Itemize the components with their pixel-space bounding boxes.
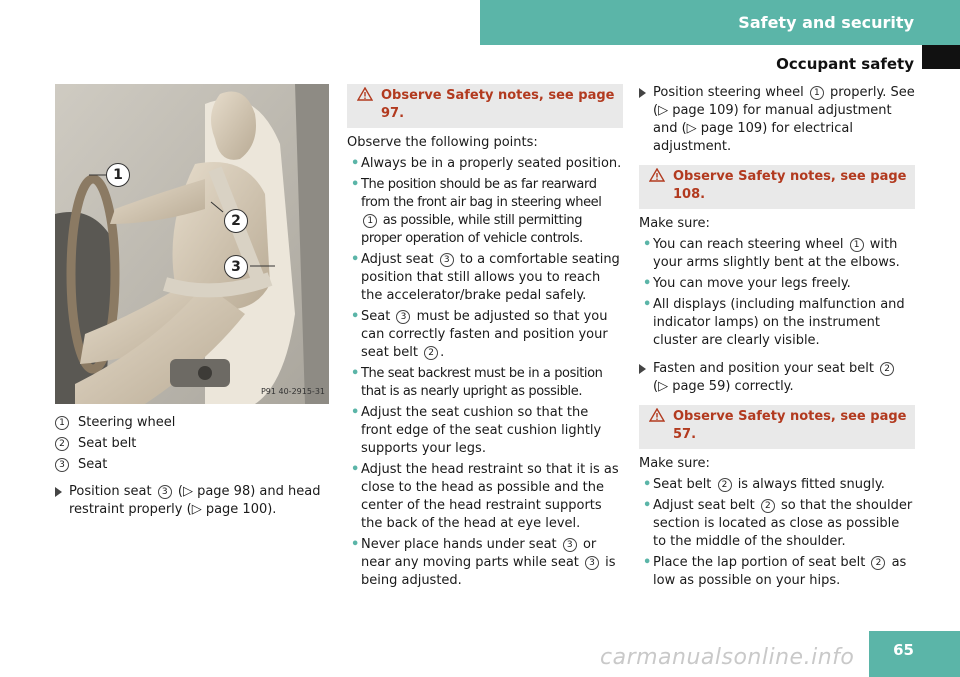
- ref-number: 3: [563, 538, 577, 552]
- item-text: as low as possible on your hips.: [653, 555, 907, 588]
- list-item: [639, 497, 915, 551]
- ref-number: 2: [424, 346, 438, 360]
- subsection-title: Occupant safety: [776, 55, 914, 73]
- bullet-icon: •: [351, 366, 359, 381]
- item-text: is being adjusted.: [361, 555, 616, 588]
- item-text: Always be in a properly seated position.: [361, 156, 622, 171]
- bullet-icon: •: [643, 276, 652, 291]
- bullet-icon: •: [351, 252, 360, 267]
- callout-2: 2: [224, 209, 248, 233]
- warning-box: [347, 84, 623, 128]
- legend-item: [55, 433, 329, 454]
- ref-number: 2: [880, 362, 894, 376]
- item-text: or near any moving parts while seat: [361, 537, 597, 570]
- list-item: [639, 554, 915, 590]
- instruction-step: [55, 483, 329, 519]
- step-text: (▷ page 98) and head restraint properly (▷ page 100).: [69, 484, 321, 517]
- warning-triangle-icon: [649, 168, 665, 182]
- callout-3: 3: [224, 255, 248, 279]
- ref-number: 3: [158, 485, 172, 499]
- item-text: as possible, while still permitting proper operation of vehicle controls.: [361, 213, 583, 246]
- ref-number: 2: [761, 499, 775, 513]
- figure-legend: [55, 412, 329, 475]
- ref-number: 3: [585, 556, 599, 570]
- item-text: to a comfortable seating position that still allows you to reach the accelerator/brake pedal safely.: [361, 252, 620, 303]
- item-text: Adjust the head restraint so that it is as close to the head as possible and the center of the head restraint supports the back of the head at eye level.: [361, 462, 619, 531]
- list-item: [347, 308, 623, 362]
- seated-driver-illustration: [55, 84, 329, 404]
- item-text: with your arms slightly bent at the elbows.: [653, 237, 900, 270]
- make-sure-text: Make sure:: [639, 216, 710, 231]
- warning-triangle-icon: [357, 87, 373, 101]
- list-item: [639, 476, 915, 494]
- make-sure-text: Make sure:: [639, 456, 710, 471]
- step-text: (▷ page 59) correctly.: [653, 379, 794, 394]
- item-text: Seat belt: [653, 477, 712, 492]
- list-item: [639, 275, 915, 293]
- step-text: Position steering wheel: [653, 85, 804, 100]
- column-2: [347, 84, 623, 590]
- legend-number: 2: [55, 437, 69, 451]
- bullet-icon: •: [351, 405, 360, 420]
- legend-label: Steering wheel: [78, 414, 176, 430]
- list-item: [639, 296, 915, 350]
- item-text: You can move your legs freely.: [653, 276, 851, 291]
- page-number: 65: [893, 641, 914, 659]
- bullet-icon: •: [643, 297, 652, 312]
- instruction-step: [639, 360, 915, 396]
- section-title: Safety and security: [738, 13, 914, 32]
- legend-number: 3: [55, 458, 69, 472]
- item-text: Adjust seat belt: [653, 498, 755, 513]
- item-text: so that the shoulder section is located as close as possible to the middle of the shoulder.: [653, 498, 913, 549]
- bullet-icon: •: [351, 309, 360, 324]
- item-text: must be adjusted so that you can correctly fasten and position your seat belt: [361, 309, 608, 360]
- legend-item: [55, 454, 329, 475]
- ref-number: 1: [810, 86, 824, 100]
- step-arrow-icon: [639, 364, 646, 374]
- step-arrow-icon: [55, 487, 62, 497]
- warning-text: Observe Safety notes, see page 97.: [381, 88, 615, 121]
- item-text: The position should be as far rearward from the front air bag in steering wheel: [361, 177, 602, 210]
- watermark: carmanualsonline.info: [600, 645, 855, 670]
- bullet-icon: •: [351, 462, 360, 477]
- warning-triangle-icon: [649, 408, 665, 422]
- list-item: [347, 155, 623, 173]
- ref-number: 1: [363, 214, 377, 228]
- column-1: [55, 84, 329, 519]
- item-text: is always fitted snugly.: [737, 477, 885, 492]
- instruction-step: [639, 84, 915, 156]
- step-arrow-icon: [639, 88, 646, 98]
- figure-code: P91 40-2915-31: [260, 387, 325, 396]
- list-item: [347, 536, 623, 590]
- page-number-box: [869, 631, 960, 677]
- item-text: You can reach steering wheel: [653, 237, 844, 252]
- warning-box: [639, 165, 915, 209]
- callout-1: 1: [106, 163, 130, 187]
- item-text: All displays (including malfunction and indicator lamps) on the instrument cluster are clearly visible.: [653, 297, 905, 348]
- list-item: [347, 176, 623, 248]
- ref-number: 2: [718, 478, 732, 492]
- list-item: [347, 251, 623, 305]
- ref-number: 2: [871, 556, 885, 570]
- column-3: [639, 84, 915, 590]
- legend-item: [55, 412, 329, 433]
- step-text: properly. See (▷ page 109) for manual adjustment and (▷ page 109) for electrical adjustment.: [653, 85, 915, 154]
- warning-text: Observe Safety notes, see page 108.: [673, 169, 907, 202]
- bullet-icon: •: [351, 177, 359, 192]
- item-text: The seat backrest must be in a position that is as nearly upright as possible.: [361, 366, 603, 399]
- list-item: [347, 461, 623, 533]
- section-tab-marker: [922, 45, 960, 69]
- list-item: [639, 236, 915, 272]
- item-text: Never place hands under seat: [361, 537, 557, 552]
- item-text: Seat: [361, 309, 391, 324]
- list-item: [347, 365, 623, 401]
- intro-text: Observe the following points:: [347, 135, 538, 150]
- legend-label: Seat belt: [78, 435, 137, 451]
- item-text: Place the lap portion of seat belt: [653, 555, 866, 570]
- ref-number: 3: [440, 253, 454, 267]
- warning-box: [639, 405, 915, 449]
- legend-label: Seat: [78, 456, 108, 472]
- step-text: Fasten and position your seat belt: [653, 361, 874, 376]
- bullet-icon: •: [643, 237, 652, 252]
- bullet-icon: •: [643, 498, 652, 513]
- bullet-icon: •: [351, 537, 360, 552]
- driver-seat-drawing: [55, 84, 329, 404]
- ref-number: 1: [850, 238, 864, 252]
- legend-number: 1: [55, 416, 69, 430]
- ref-number: 3: [396, 310, 410, 324]
- item-text: .: [440, 345, 445, 360]
- item-text: Adjust seat: [361, 252, 434, 267]
- list-item: [347, 404, 623, 458]
- bullet-icon: •: [643, 555, 652, 570]
- bullet-icon: •: [351, 156, 360, 171]
- warning-text: Observe Safety notes, see page 57.: [673, 409, 907, 442]
- step-text: Position seat: [69, 484, 152, 499]
- bullet-icon: •: [643, 477, 652, 492]
- item-text: Adjust the seat cushion so that the front edge of the seat cushion lightly supports your legs.: [361, 405, 602, 456]
